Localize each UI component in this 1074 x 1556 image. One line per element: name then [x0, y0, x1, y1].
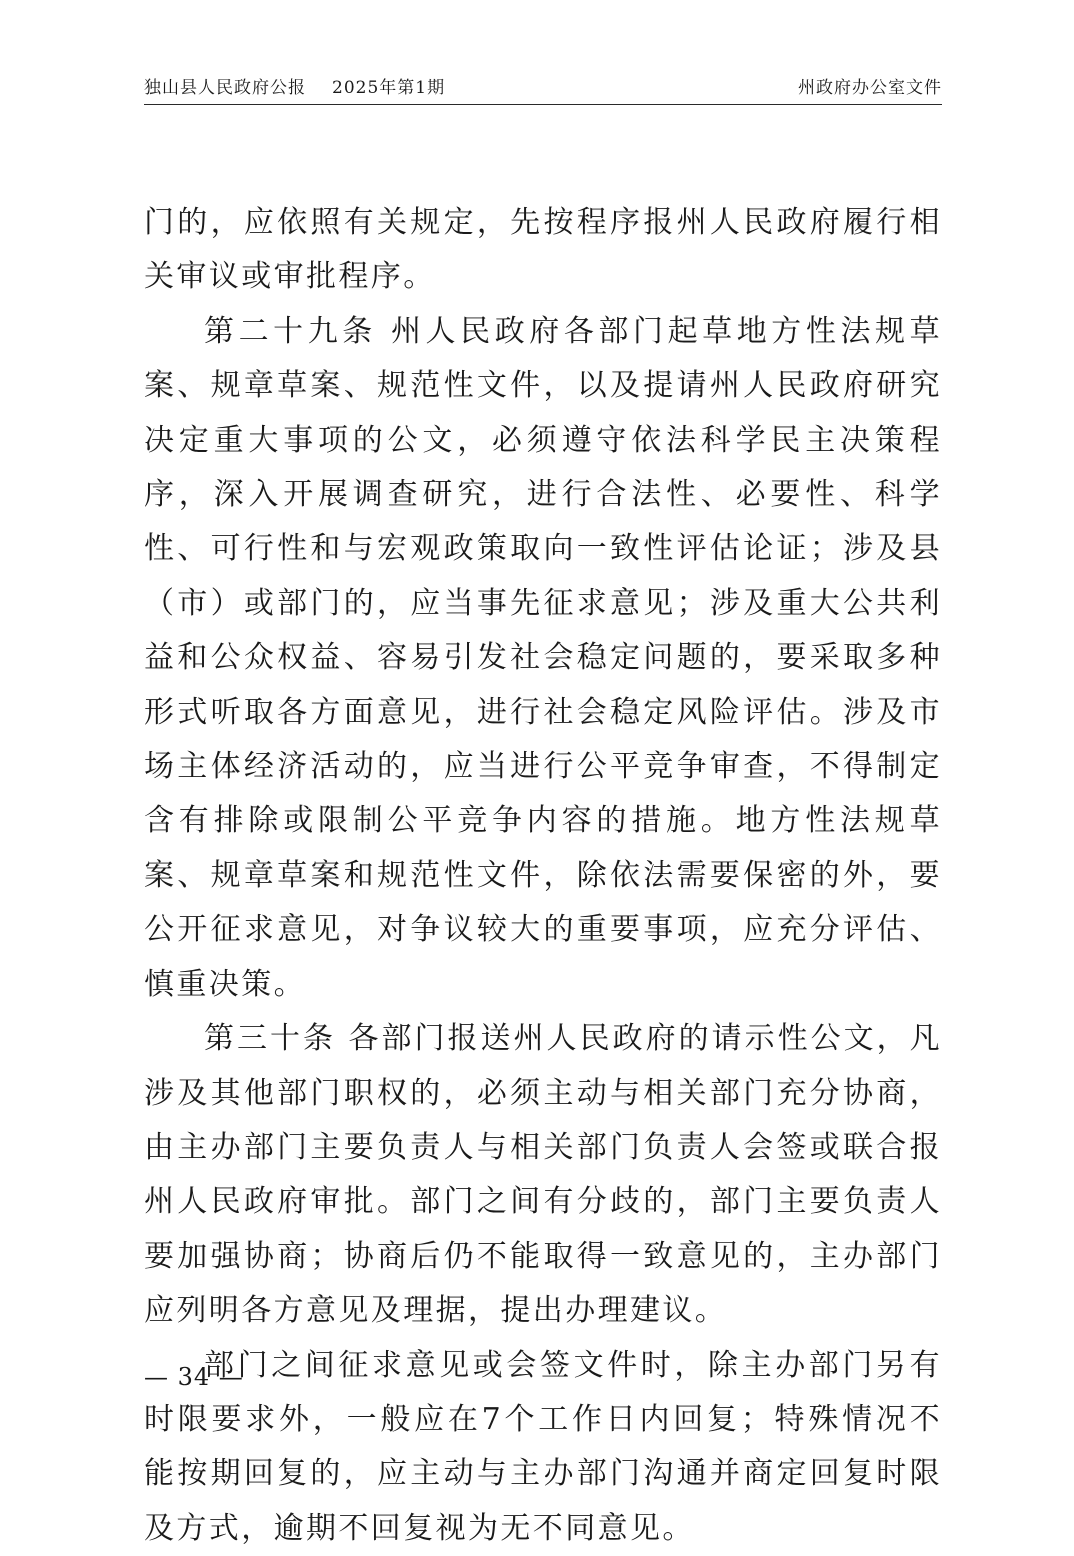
- issue-number: 2025年第1期: [332, 78, 446, 98]
- section-title: 州政府办公室文件: [798, 78, 942, 98]
- body-text: [144, 196, 942, 1556]
- running-header: [144, 76, 942, 105]
- page-number: — 34 —: [144, 1363, 244, 1391]
- header-left: [144, 76, 445, 100]
- paragraph-continuation: 门的，应依照有关规定，先按程序报州人民政府履行相关审议或审批程序。: [144, 205, 942, 295]
- paragraph-article-30: 第三十条 各部门报送州人民政府的请示性公文，凡涉及其他部门职权的，必须主动与相关部门充分协商，由主办部门主要负责人与相关部门负责人会签或联合报州人民政府审批。部门之间有分歧的，部门主要负责人要加强协商；协商后仍不能取得一致意见的，主办部门应列明各方意见及理据，提出办理建议。: [144, 1021, 942, 1329]
- paragraph-consultation: 部门之间征求意见或会签文件时，除主办部门另有时限要求外，一般应在7个工作日内回复；特殊情况不能按期回复的，应主动与主办部门沟通并商定回复时限及方式，逾期不回复视为无不同意见。: [144, 1347, 942, 1546]
- paragraph-article-29: 第二十九条 州人民政府各部门起草地方性法规草案、规章草案、规范性文件，以及提请州人民政府研究决定重大事项的公文，必须遵守依法科学民主决策程序，深入开展调查研究，进行合法性、必要性、科学性、可行性和与宏观政策取向一致性评估论证；涉及县（市）或部门的，应当事先征求意见；涉及重大公共利益和公众权益、容易引发社会稳定问题的，要采取多种形式听取各方面意见，进行社会稳定风险评估。涉及市场主体经济活动的，应当进行公平竞争审查，不得制定含有排除或限制公平竞争内容的措施。地方性法规草案、规章草案和规范性文件，除依法需要保密的外，要公开征求意见，对争议较大的重要事项，应充分评估、慎重决策。: [144, 313, 942, 1002]
- publication-title: 独山县人民政府公报: [144, 78, 306, 98]
